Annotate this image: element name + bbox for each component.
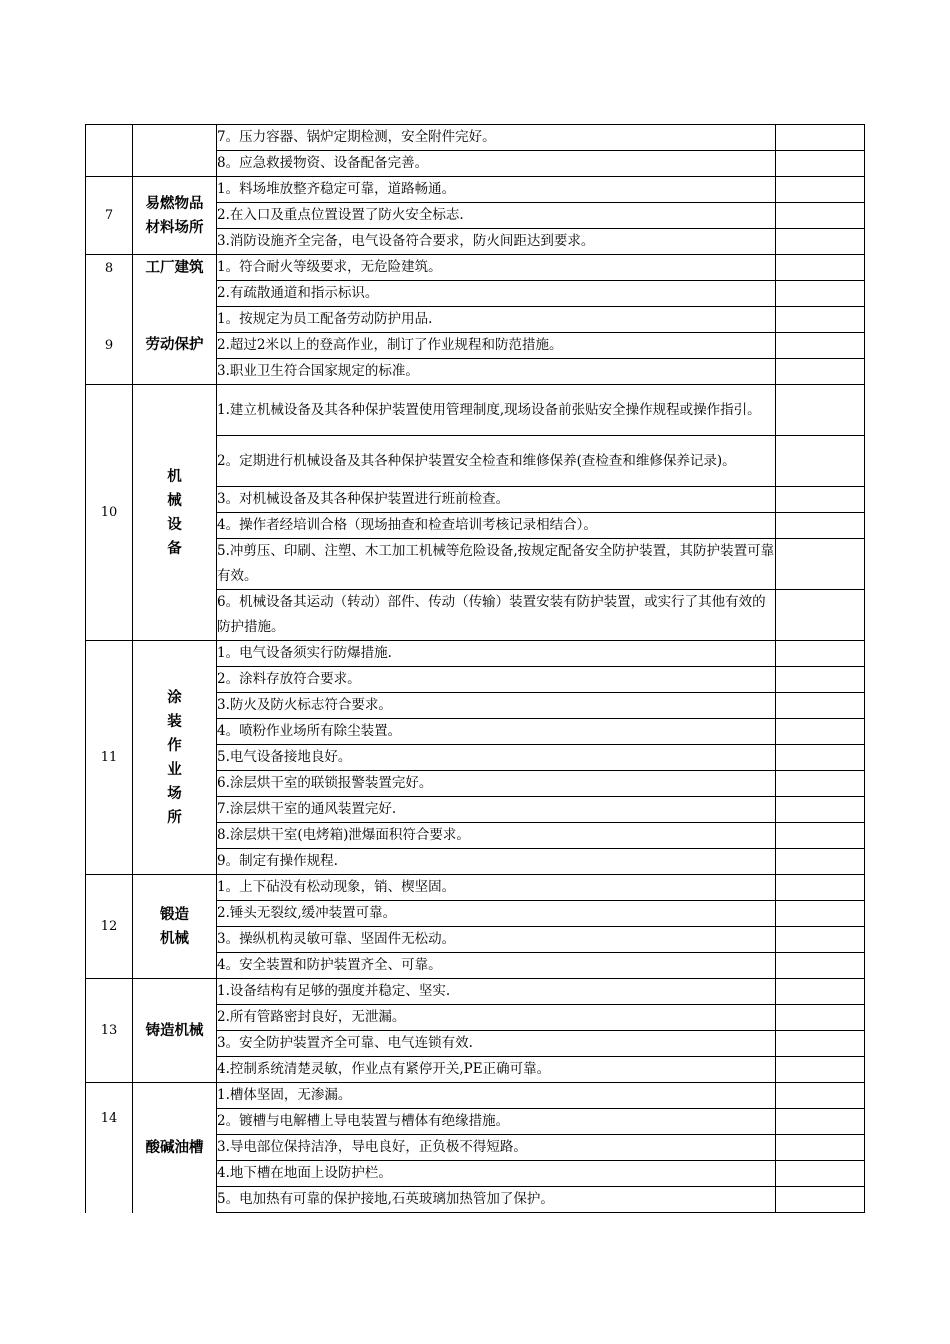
- check-item: 9。制定有操作规程.: [217, 849, 776, 875]
- section-area-char: 备: [167, 540, 182, 557]
- check-item: 2.所有管路密封良好，无泄漏。: [217, 1005, 776, 1031]
- check-item: 5.电气设备接地良好。: [217, 745, 776, 771]
- check-item: 2。镀槽与电解槽上导电装置与槽体有绝缘措施。: [217, 1109, 776, 1135]
- check-item: 5。电加热有可靠的保护接地,石英玻璃加热管加了保护。: [217, 1187, 776, 1213]
- result-cell[interactable]: [776, 771, 865, 797]
- result-cell[interactable]: [776, 901, 865, 927]
- table-row: [86, 385, 865, 436]
- check-item: 4.地下槽在地面上设防护栏。: [217, 1161, 776, 1187]
- section-number: [86, 125, 133, 177]
- section-number: 11: [86, 641, 133, 875]
- result-cell[interactable]: [776, 385, 865, 436]
- result-cell[interactable]: [776, 281, 865, 307]
- result-cell[interactable]: [776, 125, 865, 151]
- check-item: 3.消防设施齐全完备，电气设备符合要求，防火间距达到要求。: [217, 229, 776, 255]
- check-item: 1。电气设备须实行防爆措施.: [217, 641, 776, 667]
- check-item: 4。操作者经培训合格（现场抽查和检查培训考核记录相结合）。: [217, 513, 776, 539]
- result-cell[interactable]: [776, 1161, 865, 1187]
- result-cell[interactable]: [776, 875, 865, 901]
- check-item: 1.设备结构有足够的强度并稳定、坚实.: [217, 979, 776, 1005]
- result-cell[interactable]: [776, 151, 865, 177]
- result-cell[interactable]: [776, 255, 865, 281]
- result-cell[interactable]: [776, 927, 865, 953]
- check-item: 6。机械设备其运动（转动）部件、传动（传输）装置安装有防护装置，或实行了其他有效的防护措施。: [217, 590, 776, 641]
- section-area: [133, 177, 217, 255]
- result-cell[interactable]: [776, 359, 865, 385]
- result-cell[interactable]: [776, 693, 865, 719]
- result-cell[interactable]: [776, 513, 865, 539]
- section-number: 10: [86, 385, 133, 641]
- table-row: [86, 641, 865, 667]
- table-row: [86, 875, 865, 901]
- result-cell[interactable]: [776, 1083, 865, 1109]
- result-cell[interactable]: [776, 1005, 865, 1031]
- section-area: [133, 385, 217, 641]
- check-item: 1。料场堆放整齐稳定可靠，道路畅通。: [217, 177, 776, 203]
- result-cell[interactable]: [776, 436, 865, 487]
- result-cell[interactable]: [776, 1187, 865, 1213]
- result-cell[interactable]: [776, 745, 865, 771]
- table-row: [86, 125, 865, 151]
- section-area: [133, 641, 217, 875]
- check-item: 3.职业卫生符合国家规定的标准。: [217, 359, 776, 385]
- section-area-char: 场: [167, 785, 182, 802]
- section-area: 酸碱油槽: [133, 1083, 217, 1213]
- section-area-char: 械: [167, 492, 182, 509]
- section-area: [133, 875, 217, 979]
- check-item: 3.防火及防火标志符合要求。: [217, 693, 776, 719]
- result-cell[interactable]: [776, 590, 865, 641]
- result-cell[interactable]: [776, 719, 865, 745]
- check-item: 4。安全装置和防护装置齐全、可靠。: [217, 953, 776, 979]
- check-item: 1.槽体坚固，无渗漏。: [217, 1083, 776, 1109]
- section-area-line: 材料场所: [145, 219, 204, 236]
- section-area-line: 机械: [160, 930, 189, 947]
- result-cell[interactable]: [776, 797, 865, 823]
- section-area-char: 作: [167, 737, 182, 754]
- check-item: 3。操纵机构灵敏可靠、坚固件无松动。: [217, 927, 776, 953]
- section-area: 工厂建筑: [133, 255, 217, 307]
- check-item: 4。喷粉作业场所有除尘装置。: [217, 719, 776, 745]
- result-cell[interactable]: [776, 487, 865, 513]
- section-number: 9: [86, 307, 133, 385]
- table-row: [86, 979, 865, 1005]
- check-item: 3.导电部位保持洁净，导电良好，正负极不得短路。: [217, 1135, 776, 1161]
- section-number: 13: [86, 979, 133, 1083]
- check-item: 2.超过2米以上的登高作业，制订了作业规程和防范措施。: [217, 333, 776, 359]
- result-cell[interactable]: [776, 641, 865, 667]
- section-area-line: 锻造: [160, 906, 189, 923]
- section-area: 铸造机械: [133, 979, 217, 1083]
- result-cell[interactable]: [776, 953, 865, 979]
- check-item: 1。符合耐火等级要求，无危险建筑。: [217, 255, 776, 281]
- result-cell[interactable]: [776, 823, 865, 849]
- section-number: 14: [86, 1083, 133, 1213]
- section-area-char: 机: [167, 468, 182, 485]
- section-area-char: 所: [167, 809, 182, 826]
- check-item: 2.在入口及重点位置设置了防火安全标志.: [217, 203, 776, 229]
- result-cell[interactable]: [776, 1109, 865, 1135]
- inspection-checklist-table: [85, 124, 865, 1213]
- check-item: 1。上下砧没有松动现象，销、楔坚固。: [217, 875, 776, 901]
- result-cell[interactable]: [776, 539, 865, 590]
- check-item: 6.涂层烘干室的联锁报警装置完好。: [217, 771, 776, 797]
- check-item: 2。定期进行机械设备及其各种保护装置安全检查和维修保养(查检查和维修保养记录)。: [217, 436, 776, 487]
- check-item: 3。对机械设备及其各种保护装置进行班前检查。: [217, 487, 776, 513]
- section-area-char: 业: [167, 761, 182, 778]
- check-item: 8.涂层烘干室(电烤箱)泄爆面积符合要求。: [217, 823, 776, 849]
- section-area-char: 涂: [167, 689, 182, 706]
- check-item: 2。涂料存放符合要求。: [217, 667, 776, 693]
- result-cell[interactable]: [776, 229, 865, 255]
- result-cell[interactable]: [776, 203, 865, 229]
- result-cell[interactable]: [776, 177, 865, 203]
- section-number: 8: [86, 255, 133, 307]
- check-item: 3。安全防护装置齐全可靠、电气连锁有效.: [217, 1031, 776, 1057]
- section-number: 12: [86, 875, 133, 979]
- result-cell[interactable]: [776, 307, 865, 333]
- check-item: 4.控制系统清楚灵敏，作业点有紧停开关,PE正确可靠。: [217, 1057, 776, 1083]
- check-item: 7。压力容器、锅炉定期检测，安全附件完好。: [217, 125, 776, 151]
- section-area-char: 装: [167, 713, 182, 730]
- check-item: 2.有疏散通道和指示标识。: [217, 281, 776, 307]
- section-area: [133, 125, 217, 177]
- check-item: 5.冲剪压、印刷、注塑、木工加工机械等危险设备,按规定配备安全防护装置，其防护装置可靠有效。: [217, 539, 776, 590]
- table-row: [86, 255, 865, 281]
- result-cell[interactable]: [776, 333, 865, 359]
- result-cell[interactable]: [776, 979, 865, 1005]
- result-cell[interactable]: [776, 667, 865, 693]
- result-cell[interactable]: [776, 1057, 865, 1083]
- check-item: 8。应急救援物资、设备配备完善。: [217, 151, 776, 177]
- section-number: 7: [86, 177, 133, 255]
- check-item: 7.涂层烘干室的通风装置完好.: [217, 797, 776, 823]
- check-item: 2.锤头无裂纹,缓冲装置可靠。: [217, 901, 776, 927]
- section-area-char: 设: [167, 516, 182, 533]
- result-cell[interactable]: [776, 849, 865, 875]
- table-row: [86, 177, 865, 203]
- table-row: [86, 307, 865, 333]
- result-cell[interactable]: [776, 1031, 865, 1057]
- result-cell[interactable]: [776, 1135, 865, 1161]
- section-area: 劳动保护: [133, 307, 217, 385]
- check-item: 1。按规定为员工配备劳动防护用品.: [217, 307, 776, 333]
- check-item: 1.建立机械设备及其各种保护装置使用管理制度,现场设备前张贴安全操作规程或操作指引。: [217, 385, 776, 436]
- section-area-line: 易燃物品: [145, 195, 204, 212]
- table-row: [86, 1083, 865, 1109]
